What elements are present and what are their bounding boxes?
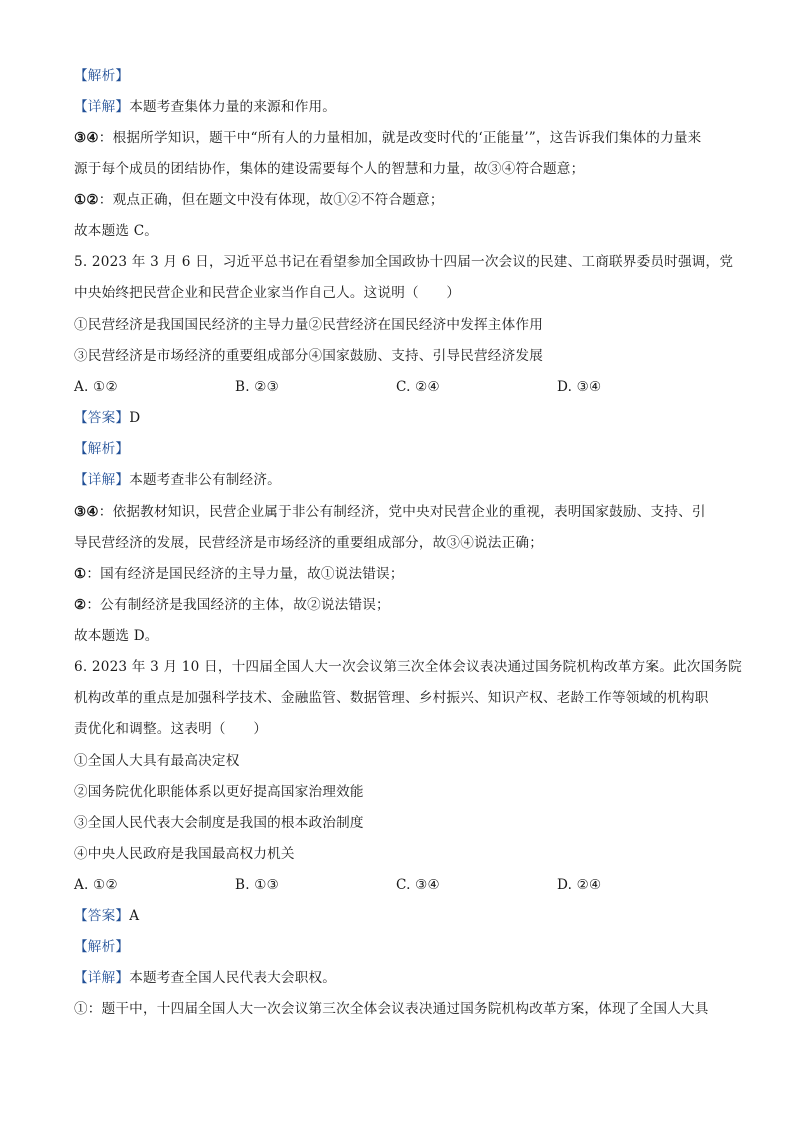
text-line: [74, 999, 722, 1019]
option-a: A. ①②: [74, 379, 118, 395]
section-label: 【详解】: [74, 99, 130, 115]
text-line: [74, 906, 722, 926]
line-text: 6. 2023 年 3 月 10 日，十四届全国人大一次会议第三次全体会议表决通过国务院机构改革方案。此次国务院: [74, 659, 742, 675]
line-text: 中央始终把民营企业和民营企业家当作自己人。这说明（ ）: [74, 285, 461, 301]
line-text: 故本题选 C。: [74, 223, 159, 239]
line-text: 本题考查非公有制经济。: [129, 472, 281, 488]
line-text: 本题考查集体力量的来源和作用。: [129, 99, 337, 115]
text-line: [74, 719, 722, 739]
section-label: 【详解】: [74, 970, 130, 986]
text-line: [74, 439, 722, 459]
option-d: D. ③④: [557, 379, 602, 395]
section-label: 【解析】: [74, 939, 130, 955]
section-label: 【解析】: [74, 441, 130, 457]
option-b: B. ①③: [235, 877, 280, 893]
text-line: [74, 564, 722, 584]
answer-options: [74, 377, 722, 397]
line-text: ①全国人大具有最高决定权: [74, 753, 240, 769]
text-line: [74, 128, 722, 148]
line-text: 源于每个成员的团结协作，集体的建设需要每个人的智慧和力量，故③④符合题意；: [74, 161, 585, 177]
text-line: [74, 595, 722, 615]
line-text: ：根据所学知识，题干中“所有人的力量相加，就是改变时代的‘正能量’”，这告诉我们集体的力量来: [98, 130, 702, 146]
section-label: 【解析】: [74, 68, 130, 84]
line-text: ①：题干中，十四届全国人大一次会议第三次全体会议表决通过国务院机构改革方案，体现了全国人大具: [74, 1001, 709, 1017]
text-line: [74, 533, 722, 553]
text-line: [74, 502, 722, 522]
text-line: [74, 283, 722, 303]
text-line: [74, 688, 722, 708]
option-marker: ③④: [74, 130, 99, 146]
option-c: C. ②④: [396, 379, 440, 395]
text-line: [74, 66, 722, 86]
option-marker: ①②: [74, 192, 99, 208]
text-line: [74, 937, 722, 957]
line-text: ：观点正确，但在题文中没有体现，故①②不符合题意；: [98, 192, 444, 208]
text-line: [74, 315, 722, 335]
section-label: 【详解】: [74, 472, 130, 488]
line-text: 故本题选 D。: [74, 628, 159, 644]
text-line: [74, 159, 722, 179]
option-marker: ③④: [74, 504, 99, 520]
text-line: [74, 470, 722, 490]
line-text: ：国有经济是国民经济的主导力量，故①说法错误；: [86, 566, 404, 582]
text-line: [74, 221, 722, 241]
line-text: A: [129, 908, 140, 924]
text-line: [74, 751, 722, 771]
option-marker: ②: [74, 597, 87, 613]
line-text: ：依据教材知识，民营企业属于非公有制经济，党中央对民营企业的重视，表明国家鼓励、支持、引: [98, 504, 706, 520]
text-line: [74, 782, 722, 802]
text-line: [74, 190, 722, 210]
text-line: [74, 844, 722, 864]
line-text: ①民营经济是我国国民经济的主导力量②民营经济在国民经济中发挥主体作用: [74, 317, 543, 333]
section-label: 【答案】: [74, 908, 130, 924]
line-text: 本题考查全国人民代表大会职权。: [129, 970, 337, 986]
option-b: B. ②③: [235, 379, 280, 395]
option-a: A. ①②: [74, 877, 118, 893]
text-line: [74, 408, 722, 428]
line-text: D: [129, 410, 141, 426]
line-text: ④中央人民政府是我国最高权力机关: [74, 846, 295, 862]
section-label: 【答案】: [74, 410, 130, 426]
answer-options: [74, 875, 722, 895]
line-text: 导民营经济的发展，民营经济是市场经济的重要组成部分，故③④说法正确；: [74, 535, 543, 551]
text-line: [74, 626, 722, 646]
line-text: 责优化和调整。这表明（ ）: [74, 721, 268, 737]
line-text: 机构改革的重点是加强科学技术、金融监管、数据管理、乡村振兴、知识产权、老龄工作等领域的机构职: [74, 690, 709, 706]
text-line: [74, 657, 742, 677]
text-line: [74, 346, 722, 366]
text-line: [74, 97, 722, 117]
line-text: ③民营经济是市场经济的重要组成部分④国家鼓励、支持、引导民营经济发展: [74, 348, 543, 364]
option-marker: ①: [74, 566, 87, 582]
line-text: ：公有制经济是我国经济的主体，故②说法错误；: [86, 597, 390, 613]
text-line: [74, 813, 722, 833]
line-text: ②国务院优化职能体系以更好提高国家治理效能: [74, 784, 364, 800]
line-text: 5. 2023 年 3 月 6 日，习近平总书记在看望参加全国政协十四届一次会议的民建、工商联界委员时强调，党: [74, 254, 734, 270]
text-line: [74, 968, 722, 988]
option-c: C. ③④: [396, 877, 440, 893]
line-text: ③全国人民代表大会制度是我国的根本政治制度: [74, 815, 364, 831]
option-d: D. ②④: [557, 877, 602, 893]
text-line: [74, 252, 734, 272]
